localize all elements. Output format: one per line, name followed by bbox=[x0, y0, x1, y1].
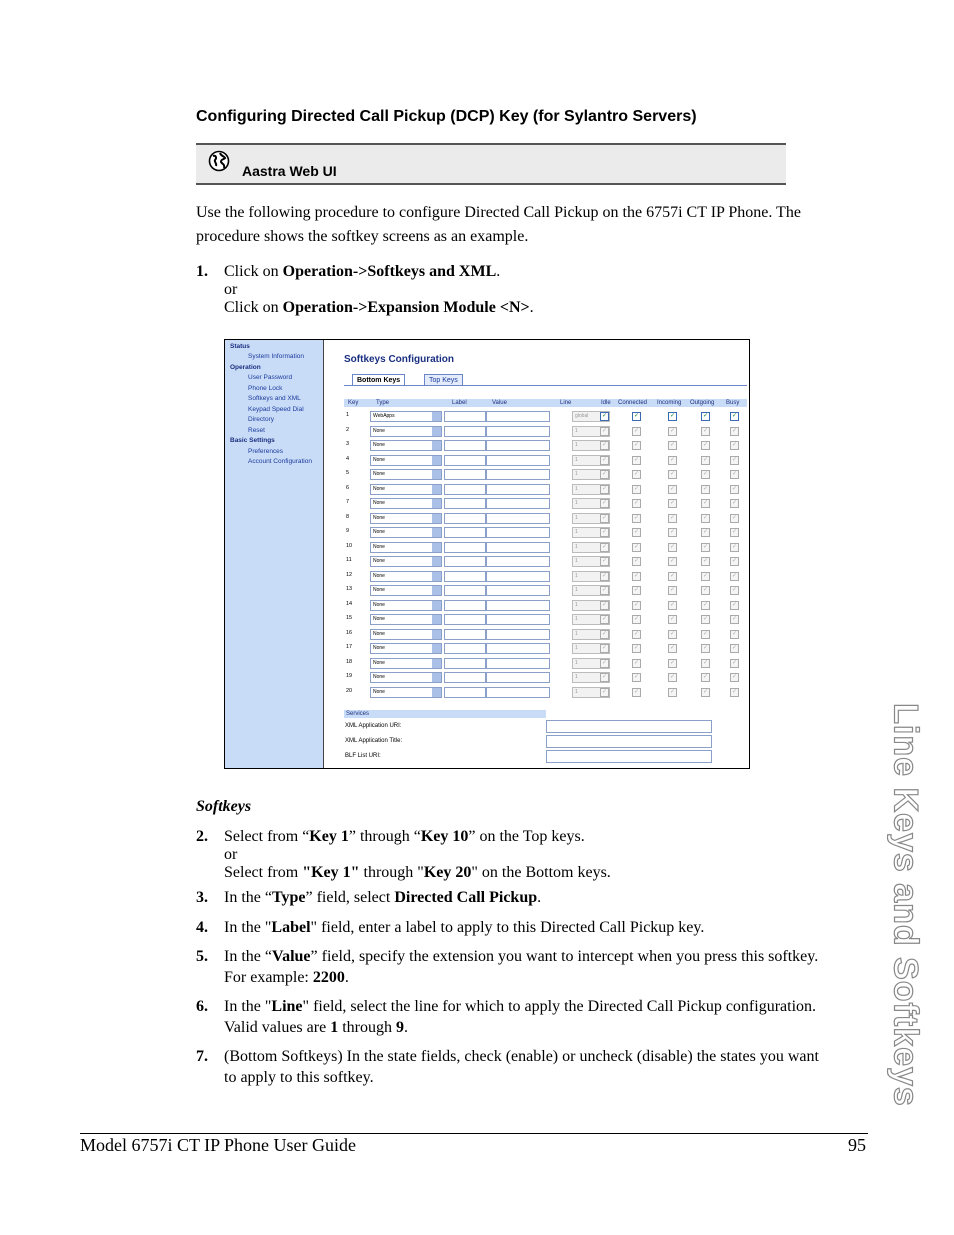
state-checkbox: ✓ bbox=[731, 456, 738, 463]
state-checkbox: ✓ bbox=[633, 514, 640, 521]
type-select: None bbox=[370, 484, 442, 495]
state-checkbox: ✓ bbox=[633, 674, 640, 680]
state-checkbox: ✓ bbox=[633, 659, 640, 666]
chevron-down-icon bbox=[432, 441, 441, 450]
state-checkbox: ✓ bbox=[731, 427, 738, 434]
service-label: XML Application Title: bbox=[345, 738, 403, 744]
state-checkbox: ✓ bbox=[669, 659, 676, 666]
service-label: BLF List URI: bbox=[345, 753, 381, 759]
key-number: 5 bbox=[346, 470, 350, 476]
softkeys-config-screenshot bbox=[224, 339, 750, 769]
service-label: XML Application URI: bbox=[345, 723, 402, 729]
state-checkbox: ✓ bbox=[702, 688, 709, 695]
type-select: None bbox=[370, 585, 442, 596]
state-checkbox: ✓ bbox=[669, 529, 676, 535]
key-number: 12 bbox=[346, 571, 353, 578]
chevron-down-icon bbox=[432, 499, 441, 508]
type-select: None bbox=[370, 556, 442, 567]
type-select: WebApps bbox=[370, 411, 442, 422]
state-checkbox: ✓ bbox=[731, 558, 738, 564]
type-select: None bbox=[370, 571, 442, 582]
table-row bbox=[344, 482, 747, 496]
state-checkbox: ✓ bbox=[601, 630, 608, 637]
nav-item: Status bbox=[230, 343, 250, 350]
services-header: Services bbox=[344, 710, 546, 718]
state-checkbox: ✓ bbox=[731, 587, 738, 593]
table-row bbox=[344, 569, 747, 583]
line-select: 1 bbox=[572, 455, 610, 466]
type-select: None bbox=[370, 440, 442, 451]
table-row bbox=[344, 656, 747, 670]
key-number: 14 bbox=[346, 600, 353, 607]
table-row bbox=[344, 627, 747, 641]
state-checkbox: ✓ bbox=[633, 572, 640, 579]
chevron-down-icon bbox=[432, 659, 441, 668]
state-checkbox: ✓ bbox=[702, 514, 709, 521]
state-checkbox: ✓ bbox=[633, 616, 640, 622]
value-input bbox=[486, 484, 550, 495]
state-checkbox: ✓ bbox=[601, 500, 608, 506]
chevron-down-icon bbox=[432, 673, 441, 682]
column-header: Line bbox=[560, 400, 572, 406]
state-checkbox: ✓ bbox=[731, 485, 738, 492]
state-checkbox: ✓ bbox=[702, 674, 709, 680]
key-number: 20 bbox=[346, 687, 353, 694]
state-checkbox: ✓ bbox=[669, 558, 676, 564]
state-checkbox: ✓ bbox=[601, 688, 608, 695]
state-checkbox: ✓ bbox=[731, 674, 738, 680]
chevron-down-icon bbox=[432, 514, 441, 523]
state-checkbox: ✓ bbox=[601, 413, 608, 419]
line-select: 1 bbox=[572, 556, 610, 567]
value-input bbox=[486, 600, 550, 611]
state-checkbox: ✓ bbox=[702, 500, 709, 506]
nav-item: Softkeys and XML bbox=[248, 395, 301, 402]
column-header: Key bbox=[348, 400, 359, 406]
column-header: Type bbox=[376, 400, 390, 406]
label-input bbox=[444, 426, 486, 437]
nav-item: Keypad Speed Dial bbox=[248, 406, 304, 413]
key-number: 4 bbox=[346, 455, 350, 462]
state-checkbox: ✓ bbox=[731, 514, 738, 521]
state-checkbox: ✓ bbox=[633, 601, 640, 608]
line-select: 1 bbox=[572, 643, 610, 654]
label-input bbox=[444, 484, 486, 495]
value-input bbox=[486, 469, 550, 480]
state-checkbox: ✓ bbox=[601, 543, 608, 550]
table-row bbox=[344, 554, 747, 568]
label-input bbox=[444, 440, 486, 451]
state-checkbox: ✓ bbox=[669, 645, 676, 651]
value-input bbox=[486, 440, 550, 451]
state-checkbox: ✓ bbox=[702, 456, 709, 463]
state-checkbox: ✓ bbox=[633, 543, 640, 550]
column-header: Idle bbox=[601, 400, 611, 406]
state-checkbox: ✓ bbox=[633, 587, 640, 593]
value-input bbox=[486, 571, 550, 582]
line-select: global bbox=[572, 411, 610, 422]
type-select: None bbox=[370, 614, 442, 625]
state-checkbox: ✓ bbox=[669, 456, 676, 463]
state-checkbox: ✓ bbox=[702, 616, 709, 622]
state-checkbox: ✓ bbox=[731, 413, 738, 419]
state-checkbox: ✓ bbox=[702, 485, 709, 492]
type-select: None bbox=[370, 542, 442, 553]
key-number: 7 bbox=[346, 499, 350, 505]
state-checkbox: ✓ bbox=[731, 572, 738, 579]
line-select: 1 bbox=[572, 513, 610, 524]
label-input bbox=[444, 571, 486, 582]
state-checkbox: ✓ bbox=[669, 413, 676, 419]
state-checkbox: ✓ bbox=[702, 587, 709, 593]
page-number: 95 bbox=[848, 1135, 866, 1155]
state-checkbox: ✓ bbox=[633, 500, 640, 506]
table-row bbox=[344, 670, 747, 684]
state-checkbox: ✓ bbox=[669, 427, 676, 434]
line-select: 1 bbox=[572, 600, 610, 611]
chevron-down-icon bbox=[432, 615, 441, 624]
column-header: Incoming bbox=[657, 400, 682, 406]
nav-item: Account Configuration bbox=[248, 458, 312, 465]
state-checkbox: ✓ bbox=[633, 645, 640, 651]
state-checkbox: ✓ bbox=[702, 442, 709, 448]
state-checkbox: ✓ bbox=[731, 500, 738, 506]
state-checkbox: ✓ bbox=[669, 630, 676, 637]
service-input bbox=[546, 735, 712, 748]
line-select: 1 bbox=[572, 498, 610, 509]
state-checkbox: ✓ bbox=[669, 471, 676, 477]
state-checkbox: ✓ bbox=[601, 645, 608, 651]
value-input bbox=[486, 455, 550, 466]
line-select: 1 bbox=[572, 469, 610, 480]
state-checkbox: ✓ bbox=[669, 514, 676, 521]
key-number: 9 bbox=[346, 528, 350, 534]
state-checkbox: ✓ bbox=[702, 427, 709, 434]
key-number: 13 bbox=[346, 586, 353, 592]
label-input bbox=[444, 469, 486, 480]
state-checkbox: ✓ bbox=[633, 471, 640, 477]
table-row bbox=[344, 467, 747, 481]
chevron-down-icon bbox=[432, 470, 441, 479]
table-row bbox=[344, 511, 747, 525]
state-checkbox: ✓ bbox=[633, 485, 640, 492]
state-checkbox: ✓ bbox=[633, 456, 640, 463]
value-input bbox=[486, 643, 550, 654]
type-select: None bbox=[370, 658, 442, 669]
state-checkbox: ✓ bbox=[702, 572, 709, 579]
state-checkbox: ✓ bbox=[731, 543, 738, 550]
label-input bbox=[444, 455, 486, 466]
table-row bbox=[344, 641, 747, 655]
state-checkbox: ✓ bbox=[669, 601, 676, 608]
state-checkbox: ✓ bbox=[669, 674, 676, 680]
chevron-down-icon bbox=[432, 644, 441, 653]
type-select: None bbox=[370, 513, 442, 524]
column-header: Label bbox=[452, 400, 467, 406]
label-input bbox=[444, 600, 486, 611]
label-input bbox=[444, 527, 486, 538]
state-checkbox: ✓ bbox=[601, 674, 608, 680]
footer-guide-title: Model 6757i CT IP Phone User Guide bbox=[80, 1135, 356, 1155]
state-checkbox: ✓ bbox=[601, 514, 608, 521]
footer-rule bbox=[80, 1133, 868, 1134]
table-row bbox=[344, 525, 747, 539]
label-input bbox=[444, 498, 486, 509]
nav-item: System Information bbox=[248, 353, 304, 360]
nav-item: Preferences bbox=[248, 448, 284, 455]
tab-bottom-keys: Bottom Keys bbox=[352, 374, 405, 386]
column-header: Value bbox=[492, 400, 507, 406]
state-checkbox: ✓ bbox=[601, 471, 608, 477]
state-checkbox: ✓ bbox=[702, 659, 709, 666]
table-row bbox=[344, 612, 747, 626]
state-checkbox: ✓ bbox=[669, 500, 676, 506]
value-input bbox=[486, 585, 550, 596]
web-ui-label: Aastra Web UI bbox=[242, 163, 337, 179]
state-checkbox: ✓ bbox=[633, 558, 640, 564]
nav-item: User Password bbox=[248, 374, 293, 381]
key-number: 3 bbox=[346, 441, 350, 447]
label-input bbox=[444, 556, 486, 567]
label-input bbox=[444, 513, 486, 524]
state-checkbox: ✓ bbox=[601, 485, 608, 492]
value-input bbox=[486, 629, 550, 640]
state-checkbox: ✓ bbox=[702, 558, 709, 564]
state-checkbox: ✓ bbox=[731, 616, 738, 622]
value-input bbox=[486, 498, 550, 509]
label-input bbox=[444, 658, 486, 669]
table-row bbox=[344, 453, 747, 467]
state-checkbox: ✓ bbox=[702, 471, 709, 477]
line-select: 1 bbox=[572, 629, 610, 640]
table-row bbox=[344, 424, 747, 438]
state-checkbox: ✓ bbox=[731, 688, 738, 695]
state-checkbox: ✓ bbox=[731, 471, 738, 477]
state-checkbox: ✓ bbox=[633, 688, 640, 695]
value-input bbox=[486, 542, 550, 553]
column-header: Outgoing bbox=[690, 400, 715, 406]
web-ui-main bbox=[324, 340, 749, 768]
line-select: 1 bbox=[572, 614, 610, 625]
state-checkbox: ✓ bbox=[601, 587, 608, 593]
chevron-down-icon bbox=[432, 586, 441, 595]
web-ui-banner bbox=[196, 143, 786, 185]
state-checkbox: ✓ bbox=[601, 442, 608, 448]
line-select: 1 bbox=[572, 571, 610, 582]
state-checkbox: ✓ bbox=[601, 558, 608, 564]
state-checkbox: ✓ bbox=[731, 442, 738, 448]
globe-icon bbox=[208, 150, 230, 172]
table-row bbox=[344, 438, 747, 452]
line-select: 1 bbox=[572, 585, 610, 596]
state-checkbox: ✓ bbox=[601, 572, 608, 579]
chevron-down-icon bbox=[432, 412, 441, 421]
key-number: 2 bbox=[346, 426, 350, 433]
chevron-down-icon bbox=[432, 427, 441, 436]
key-number: 11 bbox=[346, 557, 352, 563]
key-number: 19 bbox=[346, 673, 353, 679]
chevron-down-icon bbox=[432, 528, 441, 537]
chevron-down-icon bbox=[432, 543, 441, 552]
state-checkbox: ✓ bbox=[669, 543, 676, 550]
key-number: 17 bbox=[346, 644, 353, 650]
state-checkbox: ✓ bbox=[702, 413, 709, 419]
key-number: 10 bbox=[346, 542, 353, 549]
value-input bbox=[486, 658, 550, 669]
key-number: 1 bbox=[346, 412, 350, 418]
value-input bbox=[486, 426, 550, 437]
state-checkbox: ✓ bbox=[702, 543, 709, 550]
state-checkbox: ✓ bbox=[601, 659, 608, 666]
nav-item: Directory bbox=[248, 416, 275, 423]
table-row bbox=[344, 496, 747, 510]
state-checkbox: ✓ bbox=[669, 485, 676, 492]
value-input bbox=[486, 527, 550, 538]
state-checkbox: ✓ bbox=[731, 529, 738, 535]
type-select: None bbox=[370, 629, 442, 640]
line-select: 1 bbox=[572, 687, 610, 698]
chapter-side-title: Line Keys and Softkeys bbox=[886, 703, 925, 1107]
chevron-down-icon bbox=[432, 688, 441, 697]
table-header bbox=[344, 399, 747, 407]
value-input bbox=[486, 556, 550, 567]
type-select: None bbox=[370, 426, 442, 437]
state-checkbox: ✓ bbox=[669, 442, 676, 448]
column-header: Connected bbox=[618, 400, 648, 406]
figure-caption: Softkeys bbox=[196, 798, 252, 815]
line-select: 1 bbox=[572, 426, 610, 437]
value-input bbox=[486, 614, 550, 625]
service-input bbox=[546, 750, 712, 763]
intro-paragraph: Use the following procedure to configure Directed Call Pickup on the 6757i CT IP Phone. The procedure shows the softkey screens as an example. bbox=[196, 204, 801, 245]
state-checkbox: ✓ bbox=[633, 413, 640, 419]
type-select: None bbox=[370, 455, 442, 466]
value-input bbox=[486, 513, 550, 524]
state-checkbox: ✓ bbox=[601, 616, 608, 622]
type-select: None bbox=[370, 687, 442, 698]
line-select: 1 bbox=[572, 484, 610, 495]
type-select: None bbox=[370, 527, 442, 538]
state-checkbox: ✓ bbox=[633, 630, 640, 637]
label-input bbox=[444, 542, 486, 553]
web-ui-nav bbox=[225, 340, 324, 768]
state-checkbox: ✓ bbox=[731, 630, 738, 637]
state-checkbox: ✓ bbox=[633, 442, 640, 448]
table-row bbox=[344, 583, 747, 597]
state-checkbox: ✓ bbox=[702, 601, 709, 608]
type-select: None bbox=[370, 600, 442, 611]
table-row bbox=[344, 685, 747, 699]
state-checkbox: ✓ bbox=[669, 688, 676, 695]
chevron-down-icon bbox=[432, 630, 441, 639]
key-number: 6 bbox=[346, 484, 350, 491]
table-row bbox=[344, 540, 747, 554]
label-input bbox=[444, 585, 486, 596]
state-checkbox: ✓ bbox=[633, 427, 640, 434]
table-row bbox=[344, 409, 747, 423]
type-select: None bbox=[370, 643, 442, 654]
value-input bbox=[486, 687, 550, 698]
value-input bbox=[486, 672, 550, 683]
tab-top-keys: Top Keys bbox=[424, 374, 463, 386]
state-checkbox: ✓ bbox=[633, 529, 640, 535]
state-checkbox: ✓ bbox=[669, 616, 676, 622]
state-checkbox: ✓ bbox=[669, 587, 676, 593]
chevron-down-icon bbox=[432, 572, 441, 581]
screenshot-title: Softkeys Configuration bbox=[344, 354, 455, 365]
state-checkbox: ✓ bbox=[702, 645, 709, 651]
line-select: 1 bbox=[572, 672, 610, 683]
key-number: 8 bbox=[346, 513, 350, 520]
label-input bbox=[444, 411, 486, 422]
label-input bbox=[444, 687, 486, 698]
value-input bbox=[486, 411, 550, 422]
type-select: None bbox=[370, 498, 442, 509]
state-checkbox: ✓ bbox=[601, 456, 608, 463]
table-row bbox=[344, 598, 747, 612]
type-select: None bbox=[370, 469, 442, 480]
chevron-down-icon bbox=[432, 557, 441, 566]
state-checkbox: ✓ bbox=[731, 645, 738, 651]
chevron-down-icon bbox=[432, 485, 441, 494]
state-checkbox: ✓ bbox=[702, 529, 709, 535]
state-checkbox: ✓ bbox=[731, 659, 738, 666]
type-select: None bbox=[370, 672, 442, 683]
state-checkbox: ✓ bbox=[702, 630, 709, 637]
column-header: Busy bbox=[726, 400, 740, 406]
state-checkbox: ✓ bbox=[601, 529, 608, 535]
section-heading: Configuring Directed Call Pickup (DCP) Key (for Sylantro Servers) bbox=[196, 108, 697, 125]
key-number: 16 bbox=[346, 629, 353, 636]
line-select: 1 bbox=[572, 658, 610, 669]
state-checkbox: ✓ bbox=[731, 601, 738, 608]
label-input bbox=[444, 643, 486, 654]
service-input bbox=[546, 720, 712, 733]
line-select: 1 bbox=[572, 527, 610, 538]
state-checkbox: ✓ bbox=[669, 572, 676, 579]
chevron-down-icon bbox=[432, 601, 441, 610]
chevron-down-icon bbox=[432, 456, 441, 465]
label-input bbox=[444, 629, 486, 640]
state-checkbox: ✓ bbox=[601, 601, 608, 608]
label-input bbox=[444, 672, 486, 683]
key-number: 15 bbox=[346, 615, 353, 621]
nav-item: Reset bbox=[248, 427, 265, 434]
nav-item: Operation bbox=[230, 364, 261, 371]
line-select: 1 bbox=[572, 440, 610, 451]
label-input bbox=[444, 614, 486, 625]
key-number: 18 bbox=[346, 658, 353, 665]
line-select: 1 bbox=[572, 542, 610, 553]
nav-item: Basic Settings bbox=[230, 437, 275, 444]
nav-item: Phone Lock bbox=[248, 385, 283, 392]
state-checkbox: ✓ bbox=[601, 427, 608, 434]
